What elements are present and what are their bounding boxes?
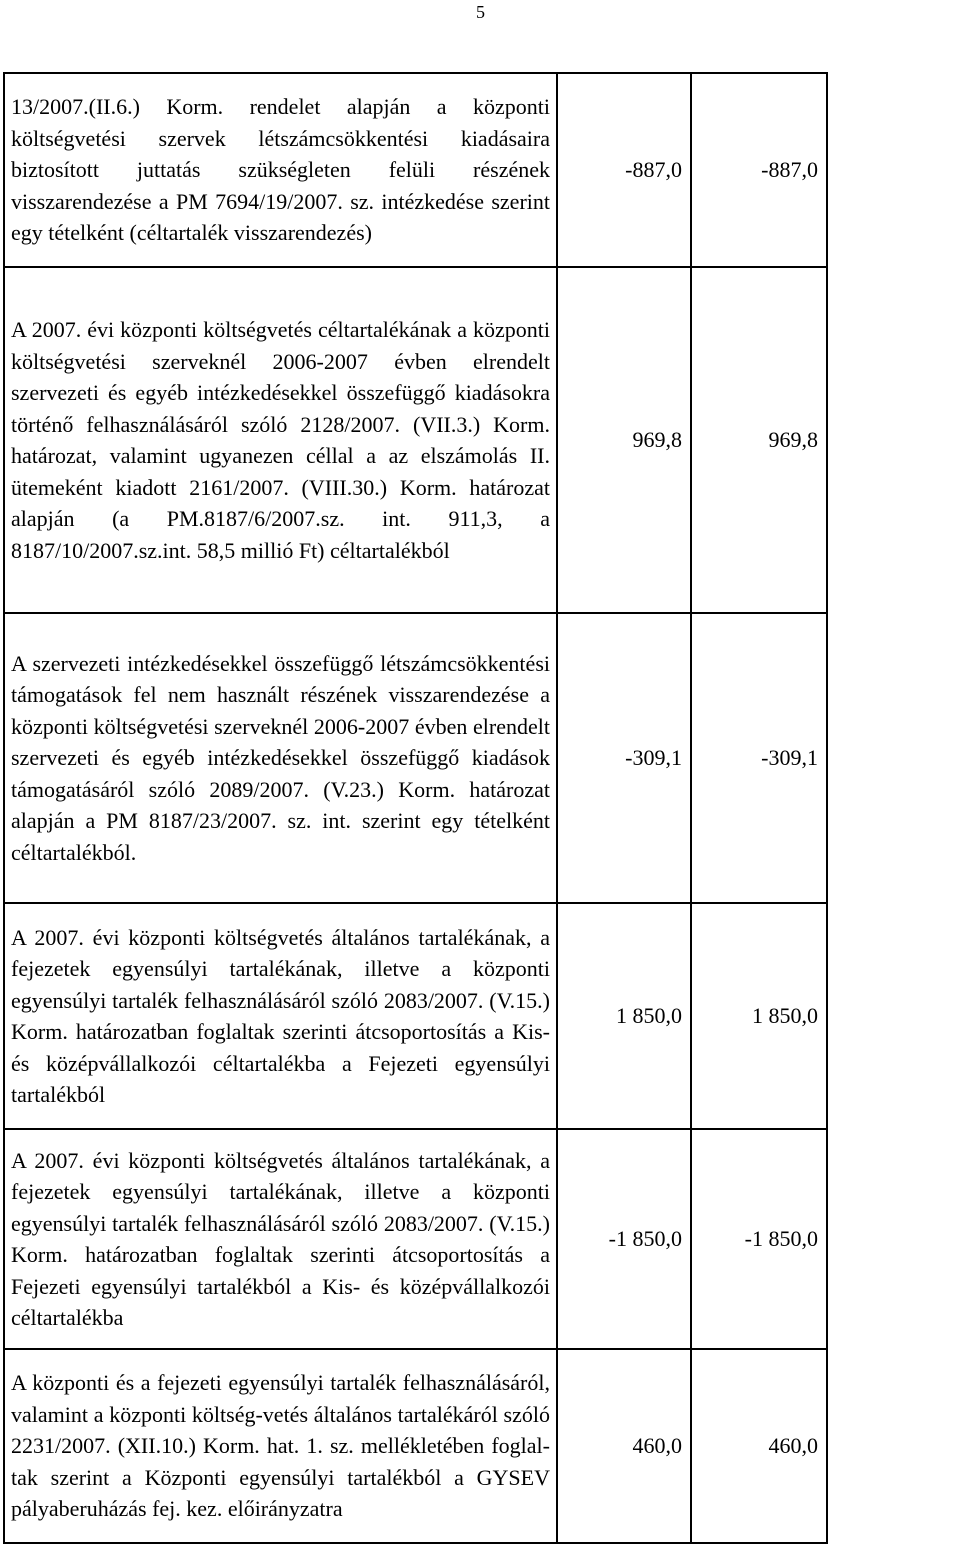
appropriation-table — [3, 72, 828, 1544]
row-value-1: 460,0 — [632, 1433, 682, 1458]
description-cell — [4, 267, 557, 613]
row-description: 13/2007.(II.6.) Korm. rendelet alapján a központi költségvetési szervek létszámcsökkentési kiadásaira biztosított juttatás szükségleten felüli részének visszarendezése a PM 7694/19/2007. sz. intézkedése szerint egy tételként (céltartalék visszarendezés) — [11, 94, 550, 246]
value-cell-1 — [557, 267, 691, 613]
value-cell-2 — [691, 1349, 827, 1543]
description-cell — [4, 1129, 557, 1349]
row-description: A szervezeti intézkedésekkel összefüggő létszámcsökkentési támogatások fel nem használt részének visszarendezése a központi költségvetési szerveknél 2006-2007 évben elrendelt szervezeti és egyéb intézkedésekkel összefüggő kiadások támogatásáról szóló 2089/2007. (V.23.) Korm. határozat alapján a PM 8187/23/2007. sz. int. szerint egy tételként céltartalékból. — [11, 650, 550, 865]
row-value-2: 1 850,0 — [752, 1003, 818, 1028]
description-cell — [4, 73, 557, 267]
value-cell-1 — [557, 613, 691, 903]
description-cell — [4, 903, 557, 1129]
value-cell-2 — [691, 1129, 827, 1349]
table-row — [4, 267, 827, 613]
row-value-2: 460,0 — [768, 1433, 818, 1458]
value-cell-1 — [557, 903, 691, 1129]
row-description: A 2007. évi központi költségvetés általános tartalékának, a fejezetek egyensúlyi tartalékának, illetve a központi egyensúlyi tartalék felhasználásáról szóló 2083/2007. (V.15.) Korm. határozatban foglaltak szerinti átcsoportosítás a Fejezeti egyensúlyi tartalékból a Kis- és középvállalkozói céltartalékba — [11, 1147, 550, 1330]
table-row — [4, 613, 827, 903]
row-value-2: -309,1 — [761, 745, 818, 770]
table-row — [4, 903, 827, 1129]
value-cell-2 — [691, 613, 827, 903]
description-cell — [4, 1349, 557, 1543]
value-cell-1 — [557, 73, 691, 267]
row-value-2: 969,8 — [768, 427, 818, 452]
value-cell-2 — [691, 73, 827, 267]
page-number: 5 — [476, 2, 485, 22]
description-cell — [4, 613, 557, 903]
row-description: A 2007. évi központi költségvetés céltartalékának a központi költségvetési szerveknél 2006-2007 évben elrendelt szervezeti és egyéb intézkedésekkel összefüggő kiadásokra történő felhasználásáról szóló 2128/2007. (VII.3.) Korm. határozat, valamint ugyanezen céllal a az elszámolás II. ütemeként kiadott 2161/2007. (VIII.30.) Korm. határozat alapján (a PM.8187/6/2007.sz. int. 911,3, a 8187/10/2007.sz.int. 58,5 millió Ft) céltartalékból — [11, 317, 550, 563]
table-row — [4, 1349, 827, 1543]
table-row — [4, 73, 827, 267]
value-cell-1 — [557, 1129, 691, 1349]
table-row — [4, 1129, 827, 1349]
row-value-2: -887,0 — [761, 157, 818, 182]
row-value-1: -1 850,0 — [608, 1226, 682, 1251]
row-value-1: 1 850,0 — [616, 1003, 682, 1028]
row-value-1: 969,8 — [632, 427, 682, 452]
value-cell-2 — [691, 903, 827, 1129]
row-value-1: -887,0 — [625, 157, 682, 182]
row-description: A központi és a fejezeti egyensúlyi tartalék felhasználásáról, valamint a központi költség-vetés általános tartalékáról szóló 2231/2007. (XII.10.) Korm. hat. 1. sz. mellékletében foglal-tak szerint a Központi egyensúlyi tartalékból a GYSEV pályaberuházás fej. kez. előirányzatra — [11, 1370, 550, 1522]
value-cell-1 — [557, 1349, 691, 1543]
row-value-2: -1 850,0 — [744, 1226, 818, 1251]
row-value-1: -309,1 — [625, 745, 682, 770]
value-cell-2 — [691, 267, 827, 613]
row-description: A 2007. évi központi költségvetés általános tartalékának, a fejezetek egyensúlyi tartalékának, illetve a központi egyensúlyi tartalék felhasználásáról szóló 2083/2007. (V.15.) Korm. határozatban foglaltak szerinti átcsoportosítás a Kis- és középvállalkozói céltartalékba a Fejezeti egyensúlyi tartalékból — [11, 924, 550, 1107]
